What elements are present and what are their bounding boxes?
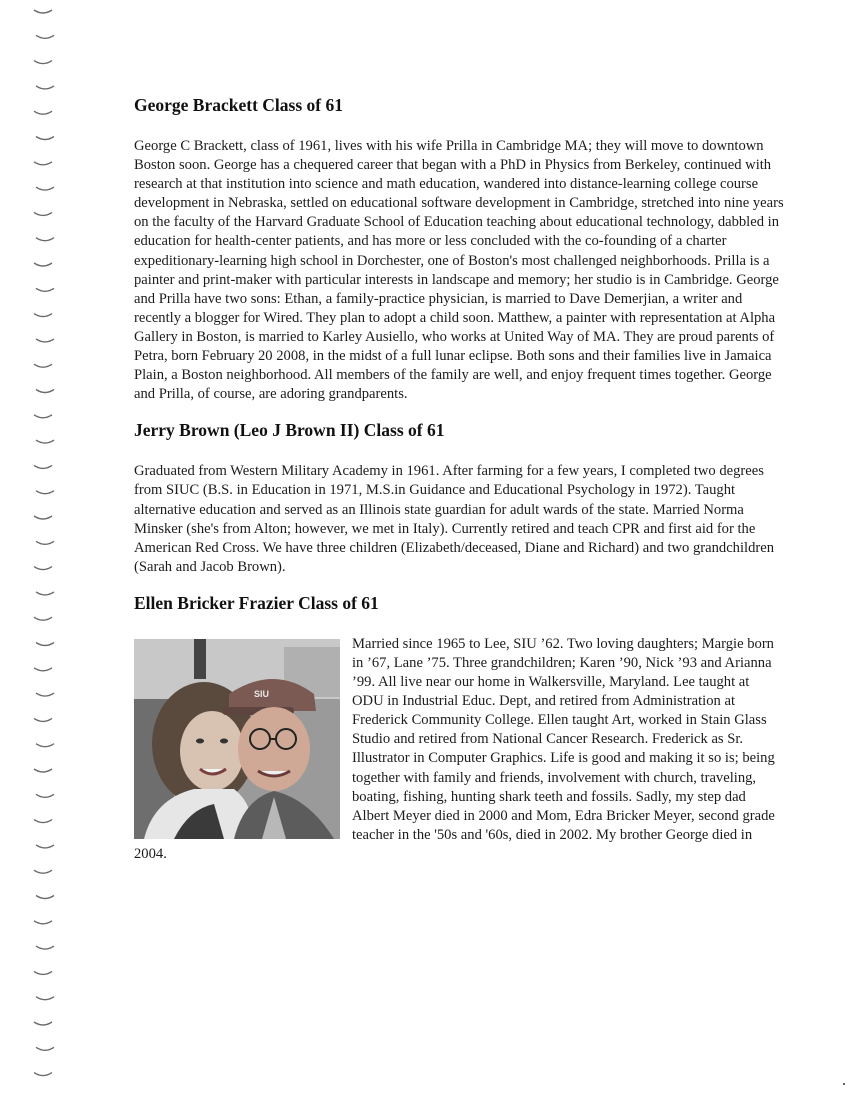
binding-hole-mark bbox=[36, 137, 54, 140]
binding-hole-mark bbox=[34, 718, 52, 721]
spiral-binding-icon bbox=[0, 0, 70, 1099]
entry-title: George Brackett Class of 61 bbox=[134, 95, 343, 115]
binding-hole-mark bbox=[36, 440, 54, 443]
binding-hole-mark bbox=[36, 541, 54, 544]
binding-hole-mark bbox=[36, 390, 54, 393]
binding-hole-mark bbox=[36, 491, 54, 494]
binding-hole-mark bbox=[34, 617, 52, 620]
binding-hole-mark bbox=[34, 516, 52, 519]
binding-hole-mark bbox=[34, 1073, 52, 1076]
entry-body: George C Brackett, class of 1961, lives with his wife Prilla in Cambridge MA; they will move to downtown Boston soon. George has a chequered career that began with a PhD in Physics from Berkeley, continued with research at that institution into science and math education, wandered into distance-learning college course development in Nebraska, settled on educational software development in Cambridge, stretched into nine years on the faculty of the Harvard Graduate School of Education teaching about educational technology, dabbled in education for health-center patients, and has more or less concluded with the co-founding of a charter expeditionary-learning high school in Dorchester, one of Boston's most challenged neighborhoods. Prilla is a painter and print-maker with particular interests in landscape and memory; her studio is in Cambridge. George and Prilla have two sons: Ethan, a family-practice physician, is married to Dave Demerjian, a writer and recently a blogger for Wired. They plan to adopt a child soon. Matthew, a painter with representation at Alpha Gallery in Boston, is married to Karley Ausiello, who works at United Way of MA. They are proud parents of Petra, born February 20 2008, in the midst of a full lunar eclipse. Both sons and their families live in Jamaica Plain, a Boston neighborhood. All members of the family are well, and enjoy frequent times together. George and Prilla, of course, are adoring grandparents. bbox=[134, 138, 784, 403]
binding-hole-mark bbox=[34, 111, 52, 114]
binding-hole-mark bbox=[36, 845, 54, 848]
binding-hole-mark bbox=[34, 314, 52, 317]
couple-photo bbox=[134, 639, 340, 839]
binding-hole-mark bbox=[34, 820, 52, 823]
binding-hole-mark bbox=[36, 288, 54, 291]
binding-hole-mark bbox=[36, 997, 54, 1000]
binding-hole-mark bbox=[36, 238, 54, 241]
binding-hole-mark bbox=[34, 212, 52, 215]
binding-hole-mark bbox=[34, 162, 52, 165]
binding-hole-mark bbox=[36, 1047, 54, 1050]
binding-hole-mark bbox=[34, 921, 52, 924]
binding-hole-mark bbox=[36, 693, 54, 696]
binding-hole-mark bbox=[36, 86, 54, 89]
entry-jerry-brown bbox=[134, 418, 784, 577]
entry-title: Ellen Bricker Frazier Class of 61 bbox=[134, 592, 379, 613]
binding-hole-mark bbox=[36, 794, 54, 797]
binding-hole-mark bbox=[34, 668, 52, 671]
entry-george-brackett bbox=[134, 93, 784, 404]
binding-hole-mark bbox=[36, 896, 54, 899]
binding-hole-mark bbox=[36, 946, 54, 949]
binding-hole-mark bbox=[36, 187, 54, 190]
binding-hole-mark bbox=[34, 567, 52, 570]
binding-hole-mark bbox=[34, 465, 52, 468]
entry-ellen-bricker-frazier bbox=[134, 591, 784, 864]
binding-hole-mark bbox=[34, 870, 52, 873]
binding-hole-mark bbox=[36, 744, 54, 747]
binding-hole-mark bbox=[36, 592, 54, 595]
binding-hole-mark bbox=[36, 339, 54, 342]
scan-speck bbox=[843, 1083, 845, 1085]
svg-text:SIU: SIU bbox=[254, 688, 270, 699]
binding-hole-mark bbox=[34, 364, 52, 367]
entry-body: Married since 1965 to Lee, SIU ’62. Two loving daughters; Margie born in ’67, Lane ’75. Three grandchildren; Karen ’90, Nick ’93 and Arianna ’99. All live near our home in Walkersville, Maryland. Lee taught at ODU in Industrial Educ. Dept, and retired from Administration at Frederick Community College. Ellen taught Art, worked in Stain Glass Studio and retired from National Cancer Research. Frederick as Sr. Illustrator in Computer Graphics. Life is good and making it so is; being together with family and friends, involvement with church, traveling, boating, fishing, hunting shark teeth and fossils. Sadly, my step dad Albert Meyer died in 2000 and Mom, Edra Bricker Meyer, second grade teacher in the '50s and '60s, died in 2002. My brother George died in 2004. bbox=[134, 635, 775, 862]
binding-hole-mark bbox=[34, 61, 52, 64]
page-content bbox=[134, 88, 784, 864]
binding-hole-mark bbox=[34, 10, 52, 13]
binding-hole-mark bbox=[34, 971, 52, 974]
entry-body: Graduated from Western Military Academy in 1961. After farming for a few years, I completed two degrees from SIUC (B.S. in Education in 1971, M.S.in Guidance and Educational Psychology in 1972). Taught alternative education and served as an Illinois state guardian for adult wards of the state. Married Norma Minsker (she's from Alton; however, we met in Italy). Currently retired and teach CPR and first aid for the American Red Cross. We have three children (Elizabeth/deceased, Diane and Richard) and two grandchildren (Sarah and Jacob Brown). bbox=[134, 463, 775, 575]
binding-hole-mark bbox=[36, 35, 54, 38]
binding-hole-mark bbox=[34, 1022, 52, 1025]
binding-hole-mark bbox=[34, 263, 52, 266]
binding-hole-mark bbox=[34, 415, 52, 418]
binding-hole-mark bbox=[34, 769, 52, 772]
binding-hole-mark bbox=[36, 643, 54, 646]
entry-title: Jerry Brown (Leo J Brown II) Class of 61 bbox=[134, 420, 445, 441]
